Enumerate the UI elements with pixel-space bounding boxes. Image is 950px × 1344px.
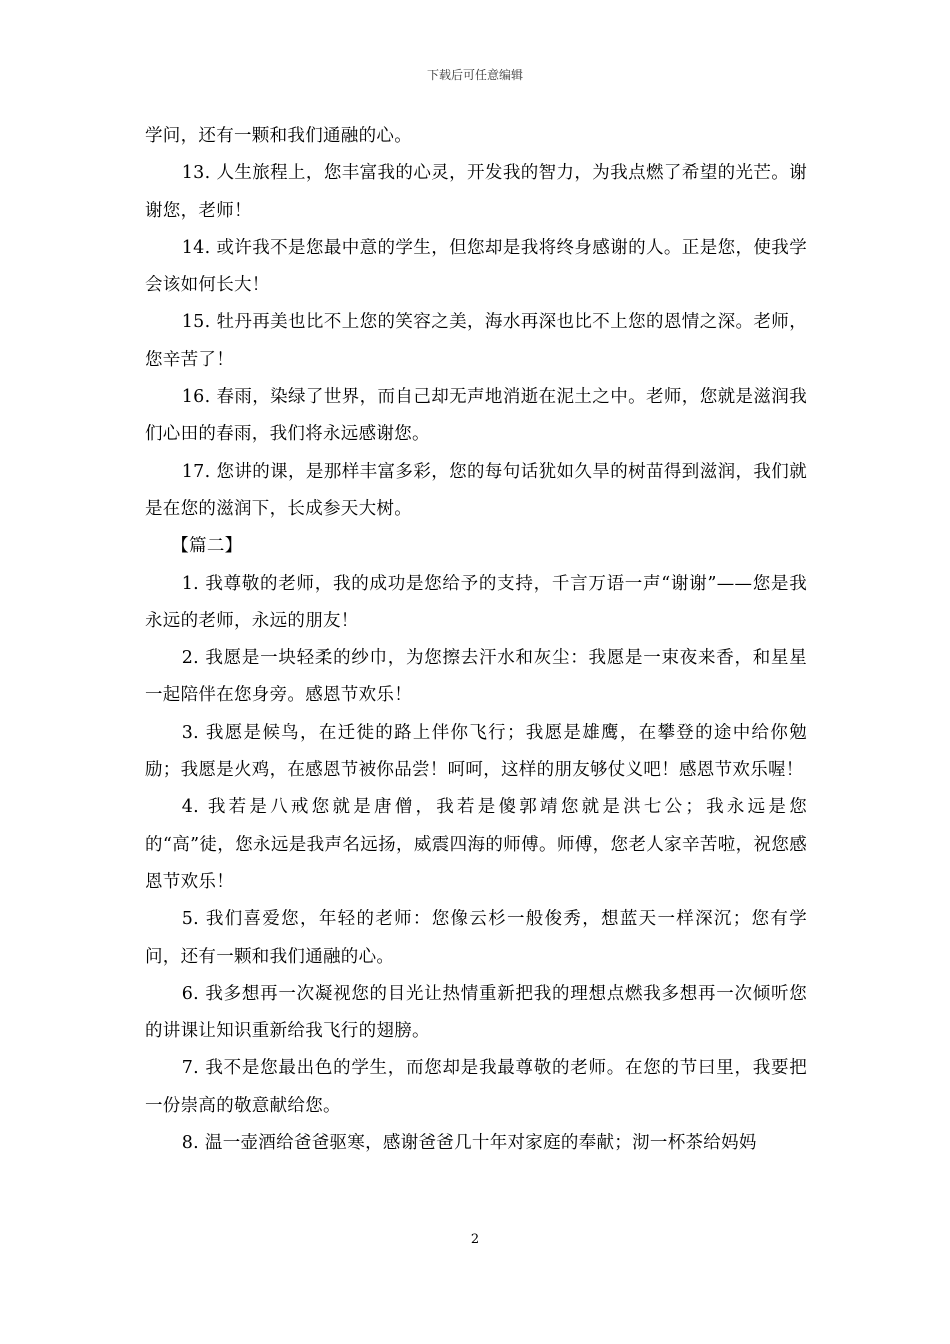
paragraph-4: 4. 我若是八戒您就是唐僧，我若是傻郭靖您就是洪七公；我永远是您的“高”徒，您永远是我声名远扬，威震四海的师傅。师傅，您老人家辛苦啦，祝您感恩节欢乐！	[145, 797, 807, 892]
paragraph-1: 1. 我尊敬的老师，我的成功是您给予的支持，千言万语一声“谢谢”——您是我永远的老师，永远的朋友！	[145, 573, 807, 631]
page-header: 下载后可任意编辑	[426, 68, 523, 82]
paragraph-5: 5. 我们喜爱您，年轻的老师：您像云杉一般俊秀，想蓝天一样深沉；您有学问，还有一颗和我们通融的心。	[145, 909, 807, 967]
paragraph-2: 2. 我愿是一块轻柔的纱巾，为您擦去汗水和灰尘：我愿是一束夜来香，和星星一起陪伴在您身旁。感恩节欢乐！	[145, 648, 807, 706]
paragraph-15: 15. 牡丹再美也比不上您的笑容之美，海水再深也比不上您的恩情之深。老师，您辛苦了！	[145, 312, 807, 370]
paragraph-7: 7. 我不是您最出色的学生，而您却是我最尊敬的老师。在您的节曰里，我要把一份崇高的敬意献给您。	[145, 1058, 807, 1116]
paragraph-16: 16. 春雨，染绿了世界，而自己却无声地消逝在泥土之中。老师，您就是滋润我们心田的春雨，我们将永远感谢您。	[145, 387, 807, 445]
paragraph-continuation: 学问，还有一颗和我们通融的心。	[145, 126, 412, 146]
paragraph-6: 6. 我多想再一次凝视您的目光让热情重新把我的理想点燃我多想再一次倾听您的讲课让知识重新给我飞行的翅膀。	[145, 983, 807, 1042]
page-number: 2	[470, 1232, 480, 1247]
paragraph-13: 13. 人生旅程上，您丰富我的心灵，开发我的智力，为我点燃了希望的光芒。谢谢您，老师！	[145, 163, 807, 221]
paragraph-8: 8. 温一壶酒给爸爸驱寒，感谢爸爸几十年对家庭的奉献；沏一杯茶给妈妈	[181, 1133, 757, 1154]
paragraph-17: 17. 您讲的课，是那样丰富多彩，您的每句话犹如久旱的树苗得到滋润，我们就是在您的滋润下，长成参天大树。	[145, 461, 807, 519]
paragraph-14: 14. 或许我不是您最中意的学生，但您却是我将终身感谢的人。正是您，使我学会该如何长大！	[145, 237, 807, 296]
section-heading: 【篇二】	[171, 536, 243, 557]
document-body	[145, 118, 807, 1162]
paragraph-3: 3. 我愿是候鸟，在迁徙的路上伴你飞行；我愿是雄鹰，在攀登的途中给你勉励；我愿是火鸡，在感恩节被你品尝！呵呵，这样的朋友够仗义吧！感恩节欢乐喔！	[145, 722, 807, 781]
